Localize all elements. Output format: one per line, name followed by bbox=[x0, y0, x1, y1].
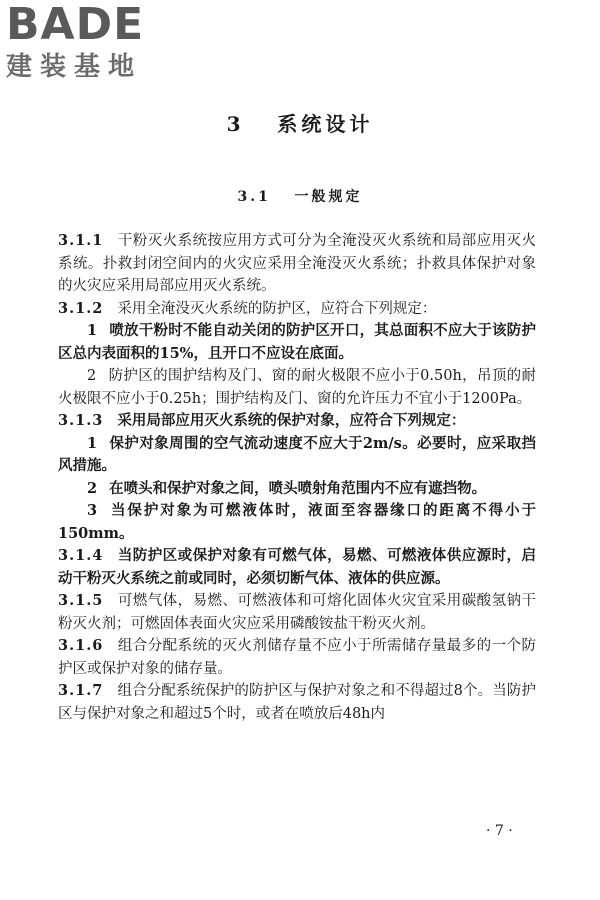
clause-number: 3.1.2 bbox=[58, 299, 104, 317]
clause-text: 干粉灭火系统按应用方式可分为全淹没灭火系统和局部应用灭火系统。扑救封闭空间内的火灾应采用全淹没灭火系统；扑救具体保护对象的火灾应采用局部应用灭火系统。 bbox=[58, 233, 536, 294]
clause-paragraph bbox=[58, 680, 536, 725]
clause-text: 防护区的围护结构及门、窗的耐火极限不应小于0.50h，吊顶的耐火极限不应小于0.25h；围护结构及门、窗的允许压力不宜小于1200Pa。 bbox=[58, 368, 536, 407]
clause-paragraph bbox=[58, 590, 536, 635]
clause-number: 3 bbox=[87, 502, 98, 519]
clause-text: 可燃气体，易燃、可燃液体和可熔化固体火灾宜采用碳酸氢钠干粉灭火剂；可燃固体表面火灾应采用磷酸铵盐干粉灭火剂。 bbox=[58, 593, 536, 632]
clause-number: 2 bbox=[87, 368, 97, 384]
logo-wordmark: BADE bbox=[6, 0, 145, 50]
clause-item bbox=[58, 478, 536, 501]
clause-number: 1 bbox=[87, 434, 98, 452]
clause-number: 3.1.1 bbox=[58, 232, 104, 249]
clause-paragraph bbox=[58, 545, 536, 590]
section-title: 3.1 一般规定 bbox=[237, 189, 363, 205]
clause-text: 在喷头和保护对象之间，喷头喷射角范围内不应有遮挡物。 bbox=[109, 479, 487, 497]
logo bbox=[6, 2, 144, 82]
clause-text: 喷放干粉时不能自动关闭的防护区开口，其总面积不应大于该防护区总内表面积的15%，且开口不应设在底面。 bbox=[58, 322, 536, 362]
clause-paragraph bbox=[58, 410, 536, 433]
clause-text: 采用全淹没灭火系统的防护区，应符合下列规定： bbox=[117, 300, 437, 317]
clause-number: 2 bbox=[87, 479, 98, 497]
clause-text: 采用局部应用灭火系统的保护对象，应符合下列规定： bbox=[117, 412, 466, 429]
clause-text: 组合分配系统的灭火剂储存量不应小于所需储存量最多的一个防护区或保护对象的储存量。 bbox=[58, 638, 536, 677]
clause-paragraph bbox=[58, 635, 536, 680]
clause-number: 3.1.3 bbox=[58, 412, 104, 429]
chapter-title: 3 系统设计 bbox=[226, 112, 374, 136]
clause-paragraph bbox=[58, 298, 536, 321]
clause-number: 3.1.4 bbox=[58, 547, 104, 564]
clause-text: 当保护对象为可燃液体时，液面至容器缘口的距离不得小于150mm。 bbox=[58, 502, 536, 542]
clause-number: 3.1.5 bbox=[58, 592, 104, 609]
document-body bbox=[58, 230, 536, 725]
clause-item bbox=[58, 433, 536, 478]
clause-number: 3.1.6 bbox=[58, 637, 104, 654]
logo-subtitle: 建装基地 bbox=[6, 52, 143, 82]
clause-number: 3.1.7 bbox=[58, 682, 104, 699]
clause-text: 当防护区或保护对象有可燃气体，易燃、可燃液体供应源时，启动干粉灭火系统之前或同时，必须切断气体、液体的供应源。 bbox=[58, 547, 536, 587]
clause-number: 1 bbox=[87, 322, 98, 339]
clause-paragraph bbox=[58, 230, 536, 298]
clause-item bbox=[58, 365, 536, 410]
page-number: · 7 · bbox=[486, 823, 513, 839]
clause-text: 保护对象周围的空气流动速度不应大于2m/s。必要时，应采取挡风措施。 bbox=[58, 434, 536, 474]
clause-item bbox=[58, 500, 536, 545]
clause-item bbox=[58, 320, 536, 365]
clause-text: 组合分配系统保护的防护区与保护对象之和不得超过8个。当防护区与保护对象之和超过5个时，或者在喷放后48h内 bbox=[58, 683, 536, 722]
